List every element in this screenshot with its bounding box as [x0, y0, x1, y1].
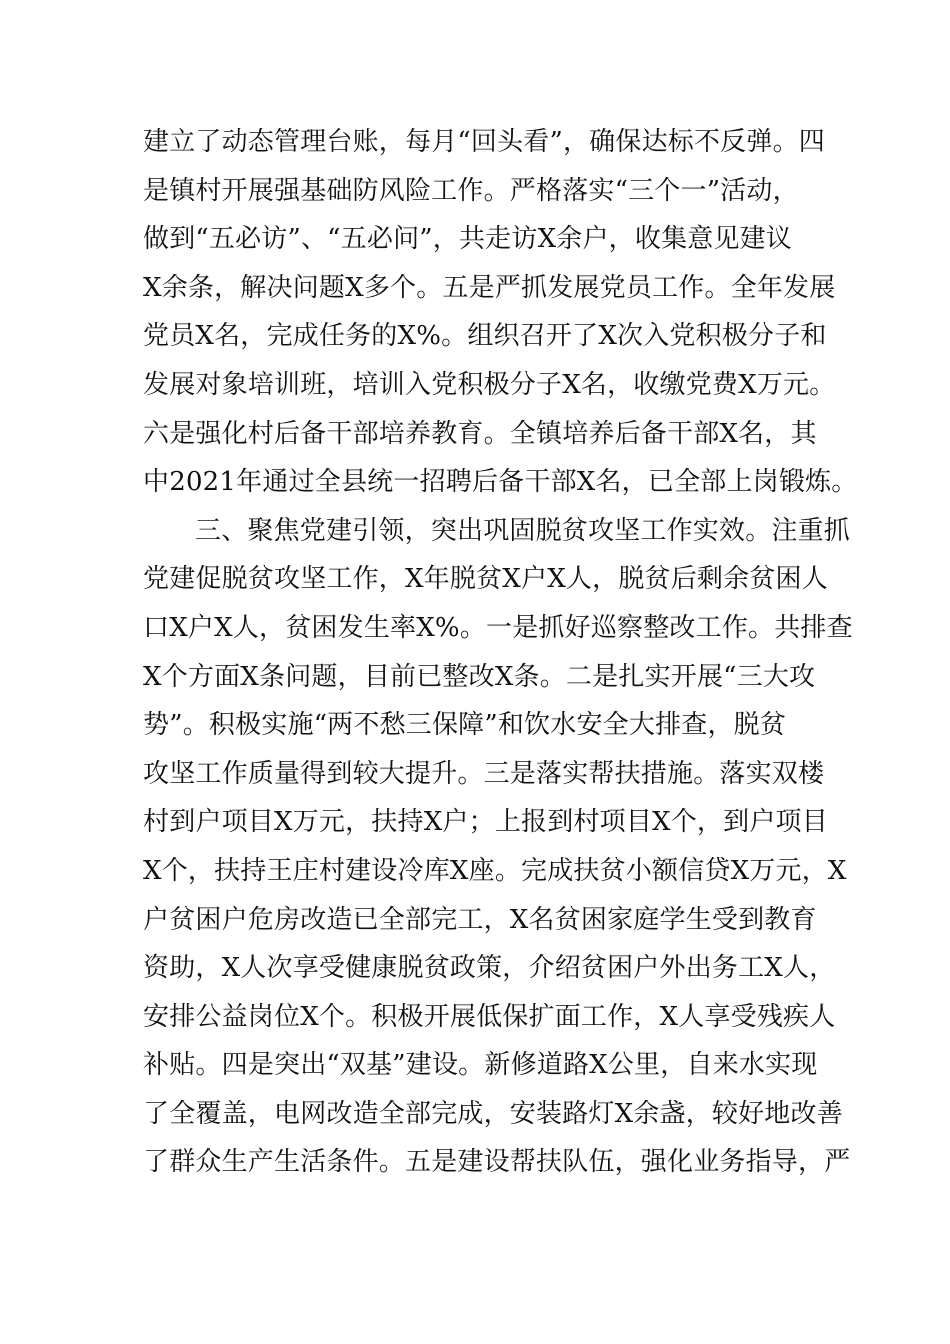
text-line: 资助，X人次享受健康脱贫政策，介绍贫困户外出务工X人， — [143, 953, 836, 984]
text-line: 补贴。四是突出“双基”建设。新修道路X公里，自来水实现 — [143, 1050, 818, 1081]
text-line: 户贫困户危房改造已全部完工，X名贫困家庭学生受到教育 — [143, 904, 817, 935]
text-line: 是镇村开展强基础防风险工作。严格落实“三个一”活动， — [143, 175, 799, 206]
text-line: 口X户X人，贫困发生率X%。一是抓好巡察整改工作。共排查 — [143, 612, 853, 643]
text-line: X余条，解决问题X多个。五是严抓发展党员工作。全年发展 — [143, 272, 836, 303]
text-line: 安排公益岗位X个。积极开展低保扩面工作，X人享受残疾人 — [143, 1001, 836, 1032]
text-line: 六是强化村后备干部培养教育。全镇培养后备干部X名，其 — [143, 418, 817, 449]
section-heading-line: 三、聚焦党建引领，突出巩固脱贫攻坚工作实效。注重抓 — [195, 515, 851, 546]
text-line: 中2021年通过全县统一招聘后备干部X名，已全部上岗锻炼。 — [143, 467, 858, 498]
text-line: 了群众生产生活条件。五是建设帮扶队伍，强化业务指导，严 — [143, 1147, 851, 1178]
text-line: X个，扶持王庄村建设冷库X座。完成扶贫小额信贷X万元，X — [143, 855, 847, 886]
text-line: 了全覆盖，电网改造全部完成，安装路灯X余盏，较好地改善 — [143, 1098, 843, 1129]
text-line: 攻坚工作质量得到较大提升。三是落实帮扶措施。落实双楼 — [143, 758, 825, 789]
text-line: 势”。积极实施“两不愁三保障”和饮水安全大排查，脱贫 — [143, 710, 787, 741]
text-line: 发展对象培训班，培训入党积极分子X名，收缴党费X万元。 — [143, 369, 836, 400]
text-line: 党员X名，完成任务的X%。组织召开了X次入党积极分子和 — [143, 321, 827, 352]
text-line: 做到“五必访”、“五必问”，共走访X余户，收集意见建议 — [143, 224, 793, 255]
text-line: 党建促脱贫攻坚工作，X年脱贫X户X人，脱贫后剩余贫困人 — [143, 564, 828, 595]
text-line: 村到户项目X万元，扶持X户；上报到村项目X个，到户项目 — [143, 807, 828, 838]
text-line: 建立了动态管理台账，每月“回头看”，确保达标不反弹。四 — [143, 127, 825, 157]
text-line: X个方面X条问题，目前已整改X条。二是扎实开展“三大攻 — [143, 661, 816, 692]
body-text — [143, 118, 858, 1187]
